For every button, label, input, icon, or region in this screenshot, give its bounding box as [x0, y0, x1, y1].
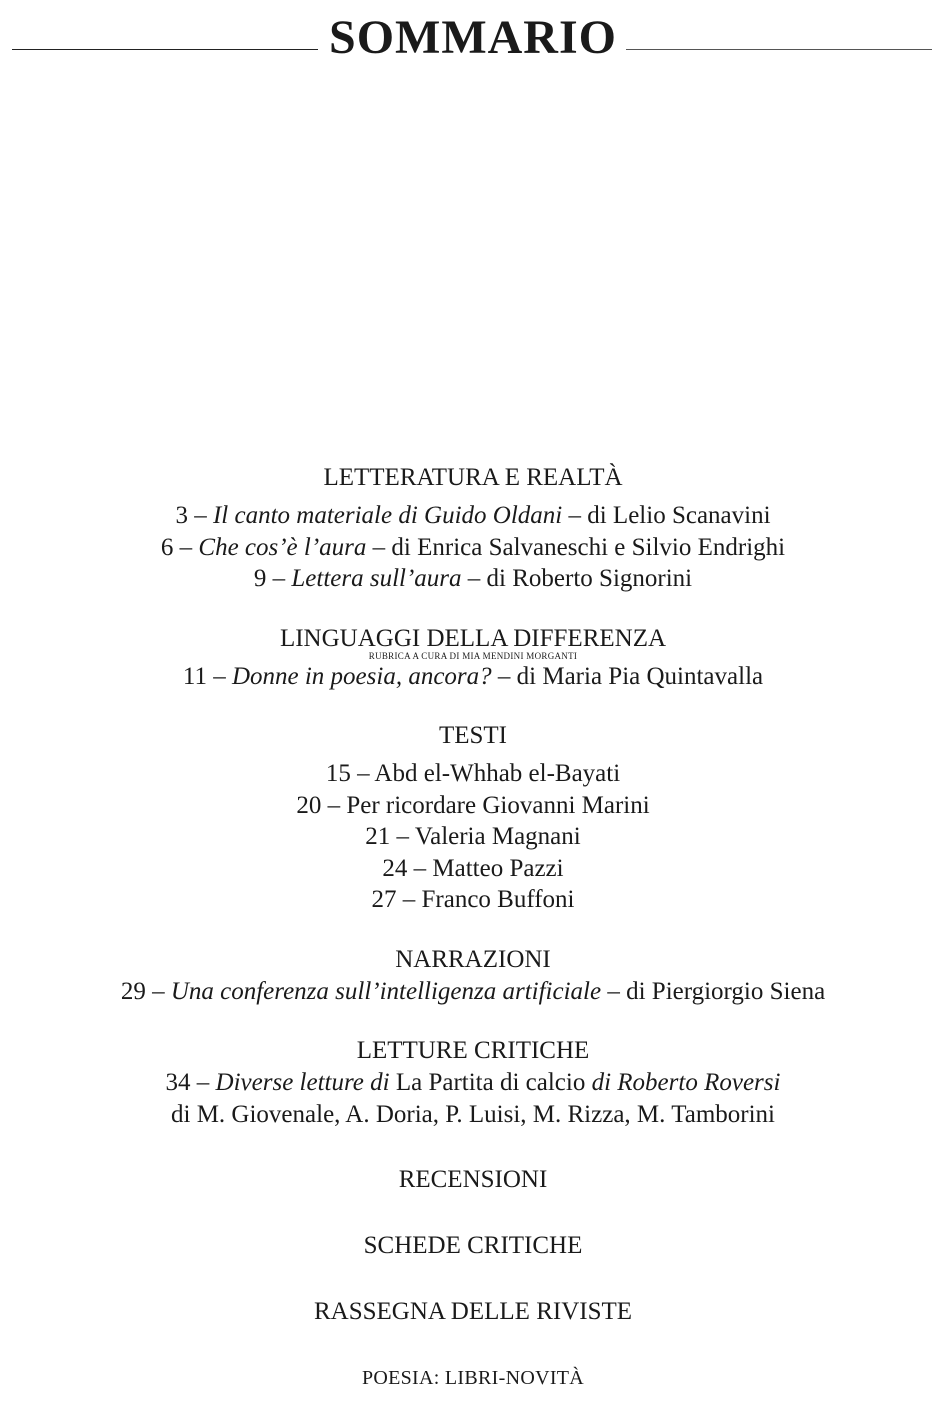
toc-entry: 21 – Valeria Magnani: [365, 823, 581, 850]
section-heading-poesia: POESIA: LIBRI-NOVITÀ: [361, 1367, 585, 1389]
toc-entry: 15 – Abd el-Whhab el-Bayati: [325, 760, 621, 787]
toc-entry: 24 – Matteo Pazzi: [382, 854, 564, 882]
entry-title-post: di Roberto Roversi: [591, 1069, 781, 1096]
dash: –: [152, 977, 165, 1005]
dash: –: [179, 533, 193, 561]
section-heading-narrazioni: NARRAZIONI: [395, 945, 551, 973]
dash: –: [272, 565, 286, 592]
section-heading-testi: TESTI: [438, 722, 508, 749]
toc-entry: 27 – Franco Buffoni: [371, 886, 575, 913]
page-number: 29: [120, 977, 146, 1005]
entry-title: Che cos’è l’aura: [198, 533, 367, 561]
dash: –: [196, 1069, 210, 1096]
entry-title: Lettera sull’aura: [291, 565, 462, 592]
entry-author: di Maria Pia Quintavalla: [516, 662, 764, 690]
dash: –: [213, 662, 226, 690]
page-number: 11: [182, 662, 207, 690]
title-rule-right: [626, 49, 932, 50]
header: [0, 12, 946, 64]
toc-entry: [0, 500, 946, 532]
dash: –: [467, 565, 481, 592]
toc-entry: [0, 976, 946, 1008]
section-heading-letture: LETTURE CRITICHE: [356, 1037, 590, 1064]
page-number: 6: [160, 533, 174, 561]
page-number: 9: [253, 565, 267, 592]
entry-work: La Partita di calcio: [395, 1069, 586, 1096]
page-number: 3: [175, 502, 188, 529]
entry-title: Il canto materiale di Guido Oldani: [212, 502, 563, 529]
toc-entry: [0, 661, 946, 693]
section-heading-linguaggi: LINGUAGGI DELLA DIFFERENZA: [279, 624, 667, 652]
dash: –: [372, 533, 386, 561]
entry-title: Una conferenza sull’intelligenza artificiale: [170, 977, 602, 1005]
entry-author: di Enrica Salvaneschi e Silvio Endrighi: [391, 533, 786, 561]
entry-author: di Piergiorgio Siena: [626, 977, 826, 1005]
page-title: SOMMARIO: [329, 11, 617, 64]
dash: –: [607, 977, 620, 1005]
section-heading-recensioni: RECENSIONI: [398, 1166, 548, 1193]
toc-entry: [0, 1067, 946, 1099]
section-note: RUBRICA A CURA DI MIA MENDINI MORGANTI: [368, 650, 578, 661]
section-heading-letteratura: LETTERATURA E REALTÀ: [323, 464, 623, 491]
entry-authors: di M. Giovenale, A. Doria, P. Luisi, M. Rizza, M. Tamborini: [171, 1100, 775, 1128]
entry-title-pre: Diverse letture di: [215, 1069, 390, 1096]
toc-entry: [0, 532, 946, 564]
entry-author: di Roberto Signorini: [486, 565, 693, 592]
entry-author: di Lelio Scanavini: [587, 502, 771, 529]
entry-title: Donne in poesia, ancora?: [231, 662, 492, 690]
toc-entry: [0, 563, 946, 595]
page-number: 34: [165, 1069, 191, 1096]
dash: –: [568, 502, 581, 529]
dash: –: [497, 662, 511, 690]
section-heading-rassegna: RASSEGNA DELLE RIVISTE: [313, 1298, 633, 1325]
dash: –: [194, 502, 207, 529]
toc-entry: 20 – Per ricordare Giovanni Marini: [296, 791, 650, 819]
table-of-contents: [0, 462, 946, 1394]
section-heading-schede: SCHEDE CRITICHE: [363, 1232, 583, 1259]
